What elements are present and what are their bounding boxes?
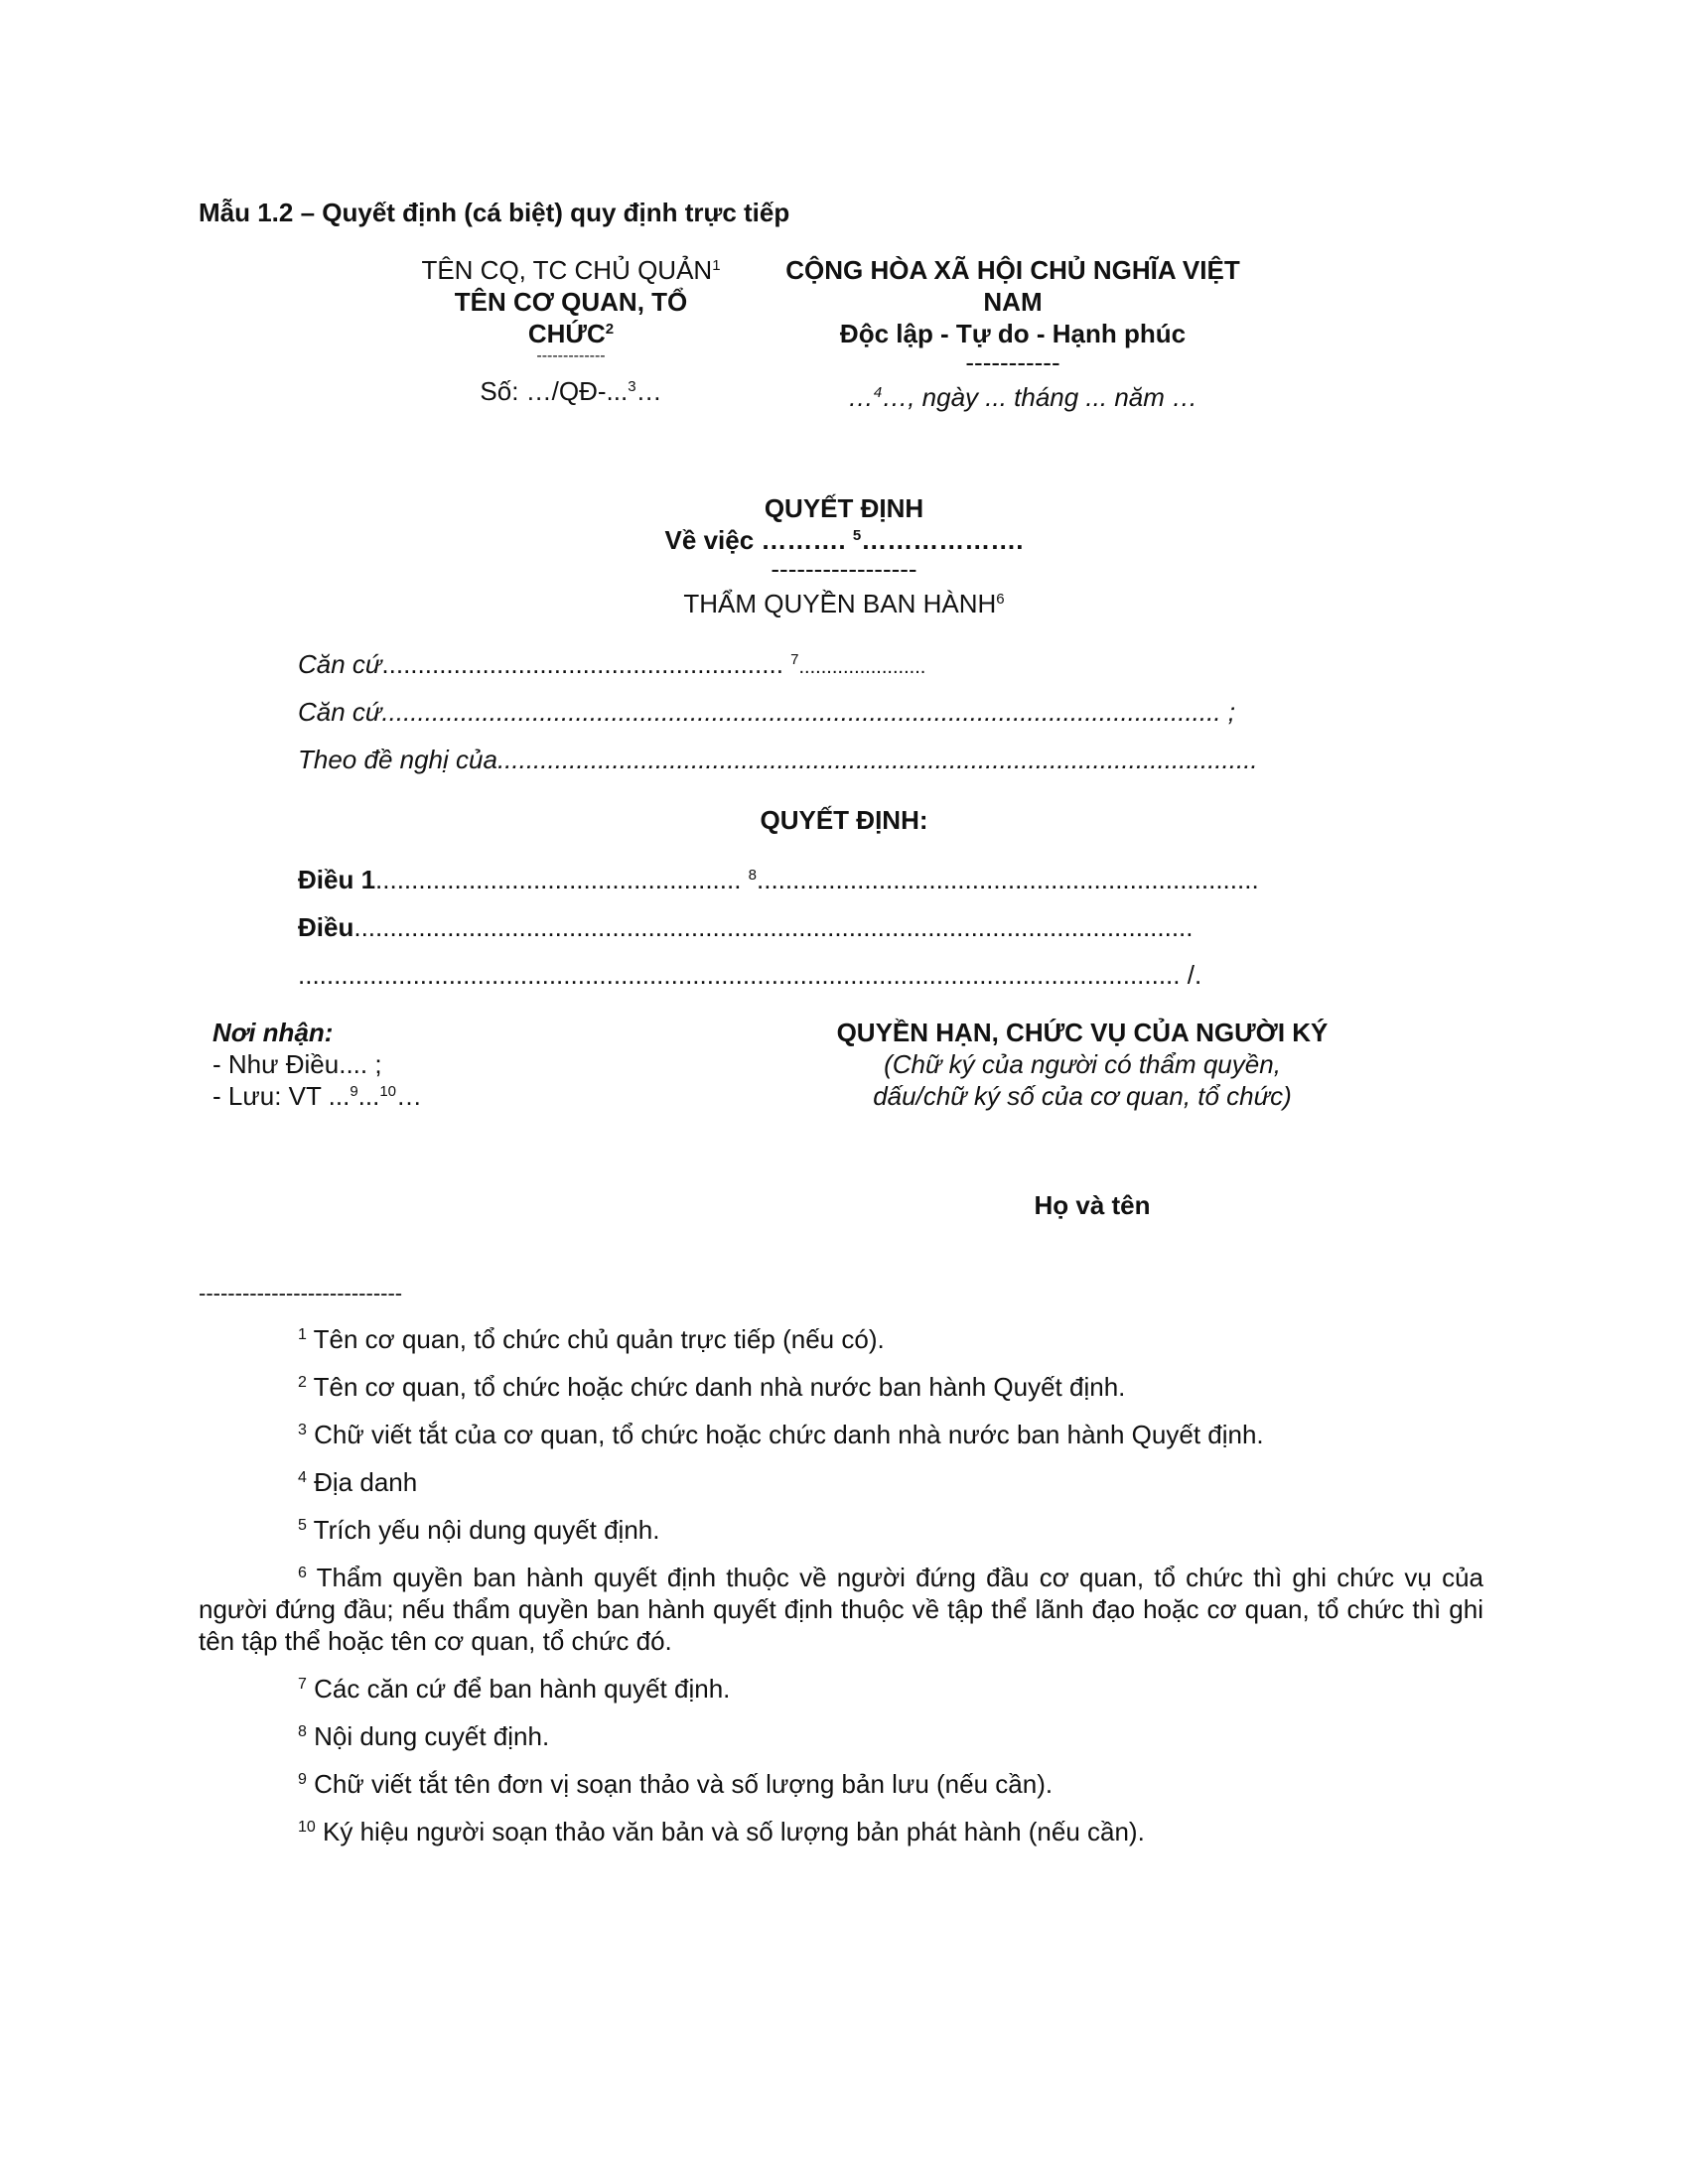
article-2: Điều..................................................................................................................... [298, 912, 1194, 942]
preamble-line-3: Theo đề nghị của.......................................................................................................... [298, 745, 1258, 774]
footnote-6: $^6$ Thẩm quyền ban hành quyết định thuộc về người đứng đầu cơ quan, tổ chức thì ghi chức vụ của người đứng đầu; nếu thẩm quyền ban hành quyết định thuộc về tập thể lãnh đạo hoặc cơ quan, tổ chức thì ghi tên tập thể hoặc tên cơ quan, tổ chức đó. [199, 1563, 1483, 1656]
signer-name: Họ và tên [1034, 1190, 1151, 1220]
preamble-line-2: Căn cứ..................................................................................................................... ; [298, 697, 1236, 727]
motto: Độc lập - Tự do - Hạnh phúc [839, 319, 1187, 348]
recipients-label: Nơi nhận: [212, 1018, 334, 1047]
recipient-item-2: - Lưu: VT ...$^9$...$^{10}$… [212, 1081, 423, 1111]
footnote-4: $^4$ Địa danh [298, 1467, 418, 1497]
footnote-2: $^2$ Tên cơ quan, tổ chức hoặc chức danh nhà nước ban hành Quyết định. [298, 1372, 1126, 1402]
nation-line2: NAM [983, 287, 1043, 317]
decision-subject: Về việc ………. $^5$………………. [664, 525, 1024, 555]
header-left [377, 254, 765, 407]
header-right [755, 254, 1271, 413]
recipients [212, 1017, 422, 1112]
left-divider: ------------- [536, 347, 606, 364]
signature-note-line1: (Chữ ký của người có thẩm quyền, [884, 1049, 1281, 1079]
signature-note-line2: dấu/chữ ký số của cơ quan, tổ chức) [873, 1081, 1292, 1111]
title-block [496, 492, 1192, 619]
document-number: Số: …/QĐ-...$^3$… [480, 376, 662, 406]
footnote-8: $^8$ Nội dung cuyết định. [298, 1721, 550, 1751]
footnote-3: $^3$ Chữ viết tắt của cơ quan, tổ chức hoặc chức danh nhà nước ban hành Quyết định. [298, 1420, 1264, 1449]
article-1: Điều 1................................................... $^8$...................................................................... [298, 865, 1259, 894]
org-name-line2: CHỨC$^2$ [527, 319, 615, 348]
preamble-line-1: Căn cứ........................................................ $^7$....................... [298, 649, 926, 679]
signer-role: QUYỀN HẠN, CHỨC VỤ CỦA NGƯỜI KÝ [836, 1018, 1329, 1047]
org-name-line1: TÊN CƠ QUAN, TỔ [454, 287, 688, 317]
place-date: …$^4$…, ngày ... tháng ... năm … [847, 382, 1198, 412]
right-divider: ----------- [965, 347, 1060, 377]
decision-title: QUYẾT ĐỊNH [764, 493, 924, 523]
parent-org: TÊN CQ, TC CHỦ QUẢN$^1$ [421, 255, 721, 285]
article-continuation: ........................................................................................................................... /. [298, 960, 1202, 990]
nation-line1: CỘNG HÒA XÃ HỘI CHỦ NGHĨA VIỆT [785, 255, 1240, 285]
title-divider: ----------------- [771, 554, 917, 584]
decision-heading: QUYẾT ĐỊNH: [760, 805, 928, 835]
footnote-1: $^1$ Tên cơ quan, tổ chức chủ quản trực tiếp (nếu có). [298, 1324, 885, 1354]
recipient-item-1: - Như Điều.... ; [212, 1049, 382, 1079]
footnote-5: $^5$ Trích yếu nội dung quyết định. [298, 1515, 660, 1545]
form-title: Mẫu 1.2 – Quyết định (cá biệt) quy định trực tiếp [199, 198, 790, 227]
footnote-7: $^7$ Các căn cứ để ban hành quyết định. [298, 1674, 731, 1704]
footnote-10: $^{10}$ Ký hiệu người soạn thảo văn bản và số lượng bản phát hành (nếu cần). [298, 1817, 1145, 1846]
signature-block [794, 1017, 1370, 1112]
issuing-authority: THẨM QUYỀN BAN HÀNH$^6$ [683, 589, 1005, 618]
footnote-9: $^9$ Chữ viết tắt tên đơn vị soạn thảo và số lượng bản lưu (nếu cần). [298, 1769, 1054, 1799]
footnote-divider: ---------------------------- [199, 1281, 403, 1305]
